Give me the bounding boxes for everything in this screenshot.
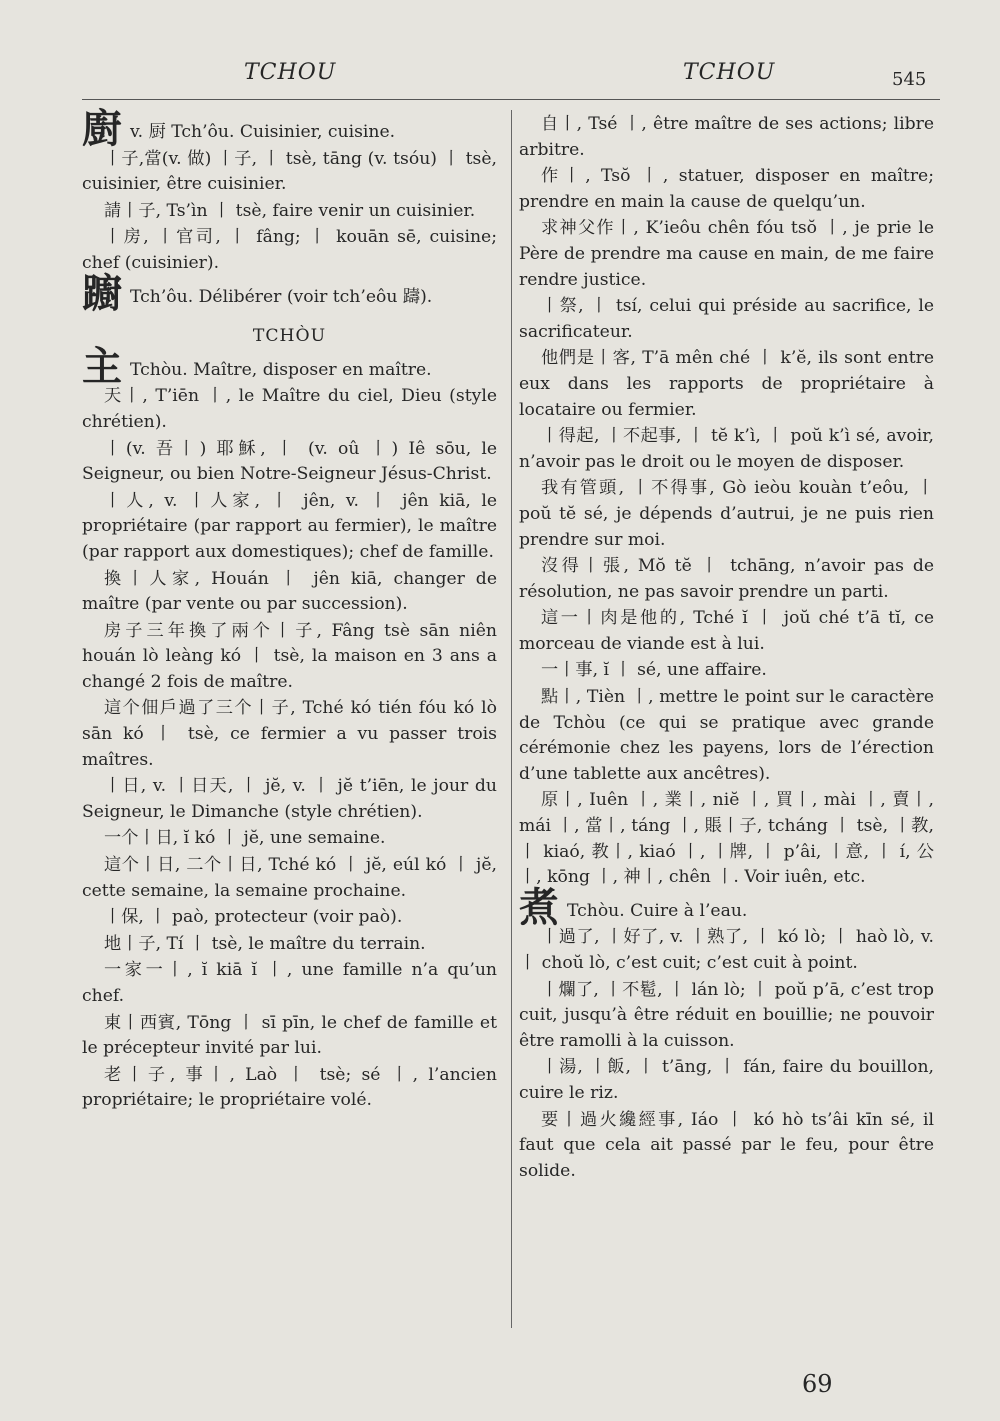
running-head-left: TCHOU [244,60,337,85]
dictionary-subentry: 一丨事, ĭ 丨 sé, une affaire. [541,660,767,681]
dictionary-subentry: 作丨, Tsŏ 丨, statuer, disposer en maître; prendre en main la cause de quelqu’un. [519,166,934,212]
dictionary-subentry: 自丨, Tsé 丨, être maître de ses actions; libre arbitre. [519,114,934,160]
dictionary-subentry: 換丨人家, Houán 丨 jên kiā, changer de maître (par vente ou par succession). [82,568,497,615]
headword-definition: Tch’ôu. Délibérer (voir tch’eôu 躊). [130,286,433,307]
dictionary-subentry: 丨子,當(v. 做) 丨子, 丨 tsè, tāng (v. tsóu) 丨 tsè, cuisinier, être cuisinier. [82,148,497,195]
column-divider [511,110,512,1328]
dictionary-subentry: 沒得丨張, Mŏ tĕ 丨 tchāng, n’avoir pas de résolution, ne pas savoir prendre un parti. [519,556,934,602]
headword-character: 躕 [82,269,122,317]
dictionary-subentry: 丨(v. 吾丨) 耶穌, 丨 (v. oû 丨) Iê sōu, le Seigneur, ou bien Notre-Seigneur Jésus-Christ. [82,438,497,485]
dictionary-subentry: 這一丨肉是他的, Tché ĭ 丨 joŭ ché t’ā tĭ, ce morceau de viande est à lui. [519,608,934,654]
page-number: 545 [892,69,927,90]
running-head-right: TCHOU [683,60,776,85]
headword-character: 廚 [82,105,122,152]
dictionary-subentry: 點丨, Tièn 丨, mettre le point sur le caractère de Tchòu (ce qui se pratique avec grande cérémonie chez les payens, lors de l’érection d’une tablette aux ancêtres). [519,687,934,784]
dictionary-subentry: 請丨子, Ts’ìn 丨 tsè, faire venir un cuisinier. [104,200,476,221]
headword-character: 煮 [519,883,559,931]
dictionary-headword-entry [82,342,497,390]
dictionary-subentry: 地丨子, Tí 丨 tsè, le maître du terrain. [104,933,426,954]
dictionary-subentry: 一家一丨, ĭ kiā ĭ 丨, une famille n’a qu’un chef. [82,960,497,1006]
dictionary-headword-entry [82,105,497,152]
folio: 69 [802,1370,833,1398]
left-column [82,105,497,1115]
dictionary-subentry: 丨人, v. 丨人家, 丨 jên, v. 丨 jên kiā, le propriétaire (par rapport au fermier), le maître (par rapport aux domestiques); chef de famille. [82,490,497,562]
right-column [519,112,934,1185]
dictionary-subentry: 丨房, 丨官司, 丨 fâng; 丨 kouān sē, cuisine; chef (cuisinier). [82,227,497,273]
dictionary-subentry: 一个丨日, ĭ kó 丨 jĕ, une semaine. [104,828,386,849]
dictionary-subentry: 丨祭, 丨 tsí, celui qui préside au sacrifice, le sacrificateur. [519,296,934,342]
dictionary-subentry: 丨爛了, 丨不髱, 丨 lán lò; 丨 poŭ p’ā, c’est trop cuit, jusqu’à être réduit en bouillie; ne pouvoir être ramolli à la cuisson. [519,979,934,1051]
dictionary-subentry: 丨保, 丨 paò, protecteur (voir paò). [104,907,403,928]
dictionary-subentry: 丨過了, 丨好了, v. 丨熟了, 丨 kó lò; 丨 haò lò, v. 丨 choŭ lò, c’est cuit; c’est cuit à point. [519,927,934,973]
dictionary-subentry: 我有管頭, 丨不得事, Gò ieòu kouàn t’eôu, 丨 poŭ tĕ sé, je dépends d’autrui, je ne puis rien prendre sur moi. [519,478,934,550]
dictionary-subentry: 這个佃戶過了三个丨子, Tché kó tién fóu kó lò sān kó 丨 tsè, ce fermier a vu passer trois maîtres. [82,698,497,770]
dictionary-headword-entry [519,883,934,931]
dictionary-subentry: 丨得起, 丨不起事, 丨 tĕ k’ì, 丨 poŭ k’ì sé, avoir, n’avoir pas le droit ou le moyen de disposer. [519,426,934,472]
section-heading: TCHÒU [252,326,327,347]
dictionary-subentry: 求神父作丨, K’ieôu chên fóu tsŏ 丨, je prie le Père de prendre ma cause en main, de me faire rendre justice. [519,218,934,290]
header-rule [82,99,940,100]
dictionary-headword-entry [82,269,497,317]
headword-definition: Tchòu. Maître, disposer en maître. [130,359,432,380]
dictionary-subentry: 房子三年換了兩个丨子, Fâng tsè sān niên houán lò leàng kó 丨 tsè, la maison en 3 ans a changé 2 fois de maître. [82,620,497,692]
headword-character: 主 [82,342,122,390]
dictionary-subentry: 他們是丨客, T’ā mên ché 丨 k’ĕ, ils sont entre eux dans les rapports de propriétaire à locataire ou fermier. [519,348,934,420]
dictionary-subentry: 老丨子, 事丨, Laò 丨 tsè; sé 丨, l’ancien propriétaire; le propriétaire volé. [82,1064,497,1111]
dictionary-subentry: 天丨, T’iēn 丨, le Maître du ciel, Dieu (style chrétien). [82,386,497,432]
dictionary-subentry: 丨日, v. 丨日天, 丨 jĕ, v. 丨 jĕ t’iēn, le jour du Seigneur, le Dimanche (style chrétien). [82,776,497,822]
headword-definition: Tchòu. Cuire à l’eau. [567,900,748,921]
dictionary-subentry: 要丨過火纔經事, Iáo 丨 kó hò ts’âi kīn sé, il faut que cela ait passé par le feu, pour être solide. [519,1109,934,1181]
dictionary-subentry: 丨湯, 丨飯, 丨 t’āng, 丨 fán, faire du bouillon, cuire le riz. [519,1057,934,1103]
headword-definition: v. 厨 Tch’ôu. Cuisinier, cuisine. [130,122,396,142]
dictionary-subentry: 東丨西賓, Tōng 丨 sī pīn, le chef de famille et le précepteur invité par lui. [82,1012,497,1059]
dictionary-subentry: 這个丨日, 二个丨日, Tché kó 丨 jĕ, eúl kó 丨 jĕ, cette semaine, la semaine prochaine. [82,855,497,901]
dictionary-subentry: 原丨, Iuên 丨, 業丨, niĕ 丨, 買丨, mài 丨, 賣丨, mái 丨, 當丨, táng 丨, 賬丨子, tcháng 丨 tsè, 丨教, 丨 kiaó, 教丨, kiaó 丨, 丨牌, 丨 p’âi, 丨意, 丨 í, 公丨, kōng 丨, 神丨, chên 丨. Voir iuên, etc. [519,790,934,888]
